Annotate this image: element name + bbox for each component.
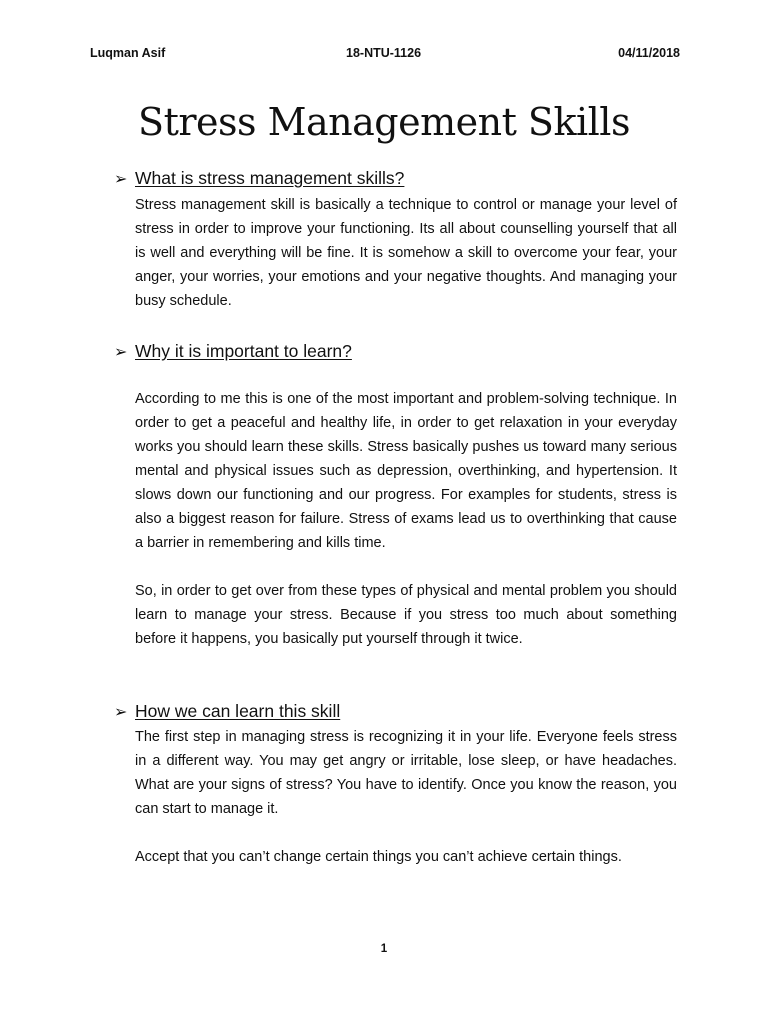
section-paragraph: Accept that you can’t change certain things you can’t achieve certain things. — [135, 849, 622, 865]
section-heading-what — [114, 168, 404, 189]
section-heading-text: Why it is important to learn? — [135, 341, 352, 361]
arrow-bullet-icon: ➢ — [114, 344, 128, 361]
page-number: 1 — [380, 943, 388, 955]
header-student-id: 18-NTU-1126 — [346, 46, 422, 60]
section-heading-text: What is stress management skills? — [135, 168, 405, 188]
arrow-bullet-icon: ➢ — [114, 704, 128, 721]
section-paragraph: According to me this is one of the most important and problem-solving technique. In order to get a peaceful and healthy life, in order to get relaxation in your everyday works you should learn these skills. Stress basically pushes us toward many serious mental and physical issues such as depression, overthinking, and hypertension. It slows down our functioning and our progress. For examples for students, stress is also a biggest reason for failure. Stress of exams lead us to overthinking that cause a barrier in remembering and kills time. — [135, 391, 677, 551]
arrow-bullet-icon: ➢ — [114, 171, 128, 188]
section-heading-why — [114, 341, 352, 362]
section-paragraph: So, in order to get over from these types of physical and mental problem you should learn to manage your stress. Because if you stress too much about something before it happens, you basically put yourself through it twice. — [135, 583, 677, 647]
section-heading-text: How we can learn this skill — [135, 701, 341, 721]
section-paragraph: The first step in managing stress is recognizing it in your life. Everyone feels stress in a different way. You may get angry or irritable, lose sleep, or have headaches. What are your signs of stress? You have to identify. Once you know the reason, you can start to manage it. — [135, 729, 677, 817]
section-paragraph: Stress management skill is basically a technique to control or manage your level of stress in order to improve your functioning. Its all about counselling yourself that all is well and everything will be fine. It is somehow a skill to overcome your fear, your anger, your worries, your emotions and your negative thoughts. And managing your busy schedule. — [135, 197, 677, 309]
header-date: 04/11/2018 — [618, 46, 680, 60]
document-title: Stress Management Skills — [138, 100, 630, 144]
page-header — [90, 46, 680, 66]
header-author: Luqman Asif — [90, 46, 166, 60]
section-heading-how — [114, 701, 340, 722]
